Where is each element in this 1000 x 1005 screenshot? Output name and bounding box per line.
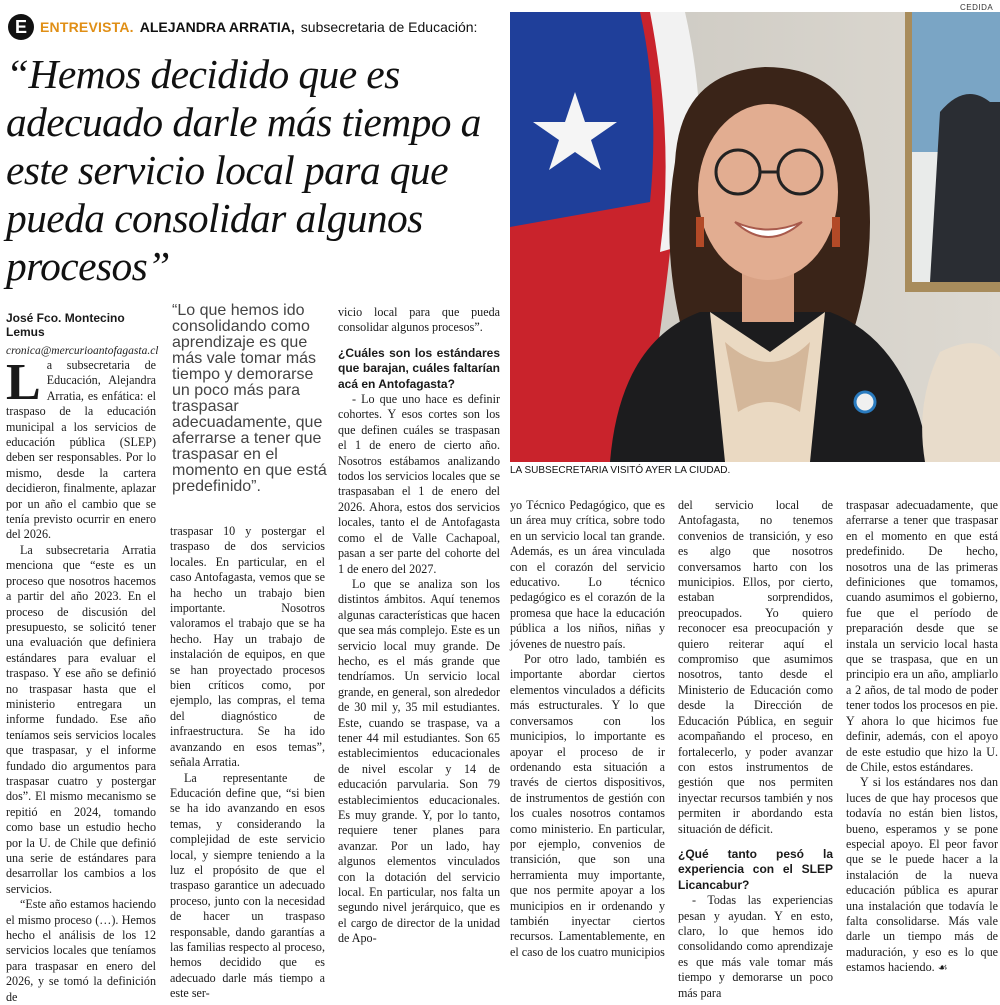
paragraph: “Este año estamos haciendo el mismo proceso (…). Hemos hecho el análisis de los 12 servicios locales que teníamos para traspasar en enero del 2026, y se tomó la definición de: [6, 897, 156, 1004]
interviewee-role: subsecretaria de Educación:: [300, 19, 478, 35]
byline-email: cronica@mercurioantofagasta.cl: [6, 345, 159, 357]
lead-paragraph: La subsecretaria de Educación, Alejandra Arratia, es enfática: el traspaso de la educación municipal a los servicios de educación pública (SLEP) deben ser responsables. Por lo mismo, desde la cartera decidieron, finalmente, aplazar por un año el cambio que se tenía previsto ocurrir en enero del 2026.: [6, 354, 156, 542]
paragraph: - Lo que uno hace es definir cohortes. Y esos cortes son los que definen cuáles se traspasan el 1 de enero de cierto año. Nosotros estábamos analizando todos los servicios locales que se traspasaban el 1 de enero del 2026. Ahora, estos dos servicios locales, tanto el de Antofagasta como el de Valle Cachapoal, pasan a ser parte del cohorte del 1 de enero del 2027.: [338, 392, 500, 576]
section-badge: E: [8, 14, 34, 40]
interview-question: ¿Qué tanto pesó la experiencia con el SLEP Licancabur?: [678, 846, 833, 892]
paragraph: Por otro lado, también es importante abordar ciertos elementos vinculados a déficits más estructurales. Y lo que conversamos con los municipios, lo importante es apoyar el proceso de ir ordenando esta situación a través de ciertos dispositivos, de instrumentos de gestión con los cuales nosotros contamos como ministerio. En particular, por ejemplo, convenios de transición, que son una herramienta muy importante, que nos permite apoyar a los municipios en ir ordenando y también inyectar ciertos recursos. Lamentablemente, en el caso de los cuatro municipios: [510, 652, 665, 959]
byline-author: José Fco. Montecino Lemus: [6, 311, 125, 339]
pull-quote: “Lo que hemos ido consolidando como aprendizaje es que más vale tomar más tiempo y demorarse un poco más para traspasar adecuadamente, que aferrarse a tener que traspasar en el momento en que está predefinido”.: [172, 302, 327, 495]
paragraph: La representante de Educación define que, “si bien se ha ido avanzando en esos temas, y considerando la complejidad de este servicio local, y siempre teniendo a la luz el propósito de que el traspaso garantice un adecuado proceso, junto con la necesidad de hacer un traspaso responsable, dando garantías a las familias respecto al proceso, hemos decidido que es adecuado darle más tiempo a este ser-: [170, 770, 325, 1001]
interview-question: ¿Cuáles son los estándares que barajan, cuáles faltarían acá en Antofagasta?: [338, 345, 500, 391]
paragraph: yo Técnico Pedagógico, que es un área muy crítica, sobre todo en un servicio local tan grande. Además, es un área vinculada con el corazón del servicio educativo. Lo técnico pedagógico es el corazón de la promesa que hace la educación pública a los niños, niñas y jóvenes de nuestro país.: [510, 498, 665, 651]
portrait-illustration: [510, 12, 1000, 462]
article-column-4: [510, 498, 665, 960]
paragraph: Lo que se analiza son los distintos ámbitos. Aquí tenemos algunas características que hacen que sea más complejo. Este es un servicio local muy grande. De hecho, es el más grande que tendríamos. Un servicio local grande, en general, son alrededor de 30 mil y, 35 mil estudiantes. Este, cuando se traspase, va a tener 44 mil estudiantes. Son 65 establecimientos educacionales de nivel escolar y 14 de educación parvularia. Son 79 establecimientos educacionales. Es muy grande. Y, por lo tanto, requiere tener planes para avanzar. Por un lado, hay algunos elementos vinculados con la dotación del servicio local. En particular, nos falta un segundo nivel jerárquico, que es el cargo de director de la unidad de Apo-: [338, 576, 500, 946]
end-mark-icon: ☙: [937, 961, 948, 975]
paragraph: traspasar adecuadamente, que aferrarse a tener que traspasar en el momento en que está predefinido. De hecho, nosotros una de las primeras definiciones que tomamos, cuando asumimos el gobierno, fue que el período de preparación desde que se instala un servicio local hasta que se traspasa, que en un principio era un año, ampliarlo a 2 años, de tal modo de poder tener todos los procesos en pie. Y ahora lo que hicimos fue definir, además, con el apoyo de este estudio que hizo la U. de Chile, estos estándares.: [846, 498, 998, 774]
headline: “Hemos decidido que es adecuado darle más tiempo a este servicio local para que pueda consolidar algunos procesos”: [6, 51, 481, 289]
paragraph: Y si los estándares nos dan luces de que hay procesos que todavía no están bien listos, bueno, esperamos y se pone especial apoyo. El peor favor que se le puede hacer a la instalación de la nueva educación pública es apurar una instalación que todavía le falta consolidarse. Más vale darle un tiempo más de maduración, y eso es lo que estamos haciendo. ☙: [846, 775, 998, 975]
article-column-6: [846, 498, 998, 976]
paragraph: del servicio local de Antofagasta, no tenemos convenios de transición, y eso es algo que nosotros conversamos harto con los municipios. Ellos, por cierto, estaban sorprendidos, preocupados. Yo quiero reconocer esa preocupación y quiero reiterar aquí el compromiso que asumimos nosotros, tanto desde el Ministerio de Educación como desde la Dirección de Educación Pública, en seguir acompañando el proceso, en fortalecerlo, y poder avanzar con estos instrumentos de gestión que nos permiten inyectar recursos también y nos permiten ir abordando esta situación de déficit.: [678, 498, 833, 836]
section-label: ENTREVISTA.: [40, 19, 134, 35]
paragraph: - Todas las experiencias pesan y ayudan. Y en esto, claro, lo que hemos ido consolidando como aprendizaje es que más vale tomar más tiempo y demorarse un poco más para: [678, 893, 833, 1000]
paragraph: La subsecretaria Arratia menciona que “este es un proceso que nosotros hacemos a partir del año 2023. En el proceso de discusión del presupuesto, se solicitó tener una evaluación que definiera estándares para evaluar el traspaso. Y ese año se definió no traspasar hasta que el ministerio entregara un informe fundado. Ese año teníamos seis servicios locales que traspasar, y el informe fundado dio argumentos para traspasar cuatro y postergar dos”. El mismo mecanismo se repitió en 2024, tomando como base un estudio hecho por la U. de Chile que definió una serie de estándares para desarrollar los cambios a los servicios.: [6, 542, 156, 896]
photo-credit: CEDIDA: [960, 3, 994, 12]
drop-cap: L: [6, 354, 41, 411]
photo-caption: LA SUBSECRETARIA VISITÓ AYER LA CIUDAD.: [510, 465, 731, 476]
portrait-photo: [510, 12, 1000, 462]
article-column-3: [338, 305, 500, 947]
interviewee-name: ALEJANDRA ARRATIA,: [139, 19, 295, 35]
article-column-2: [170, 524, 325, 1002]
kicker: [8, 12, 508, 42]
paragraph: vicio local para que pueda consolidar algunos procesos”.: [338, 305, 500, 335]
article-column-1: [6, 354, 156, 1005]
paragraph: traspasar 10 y postergar el traspaso de dos servicios locales. En particular, en el caso Antofagasta, vemos que se ha hecho un trabajo bien importante. Nosotros valoramos el trabajo que se ha hecho. Hay un trabajo de instalación de equipos, en que se han proyectado procesos bien críticos como, por ejemplo, las compras, el tema del diagnóstico de infraestructura. Se ha ido avanzando en esos temas”, señala Arratia.: [170, 524, 325, 770]
article-column-5: [678, 498, 833, 1001]
byline: [6, 311, 166, 357]
